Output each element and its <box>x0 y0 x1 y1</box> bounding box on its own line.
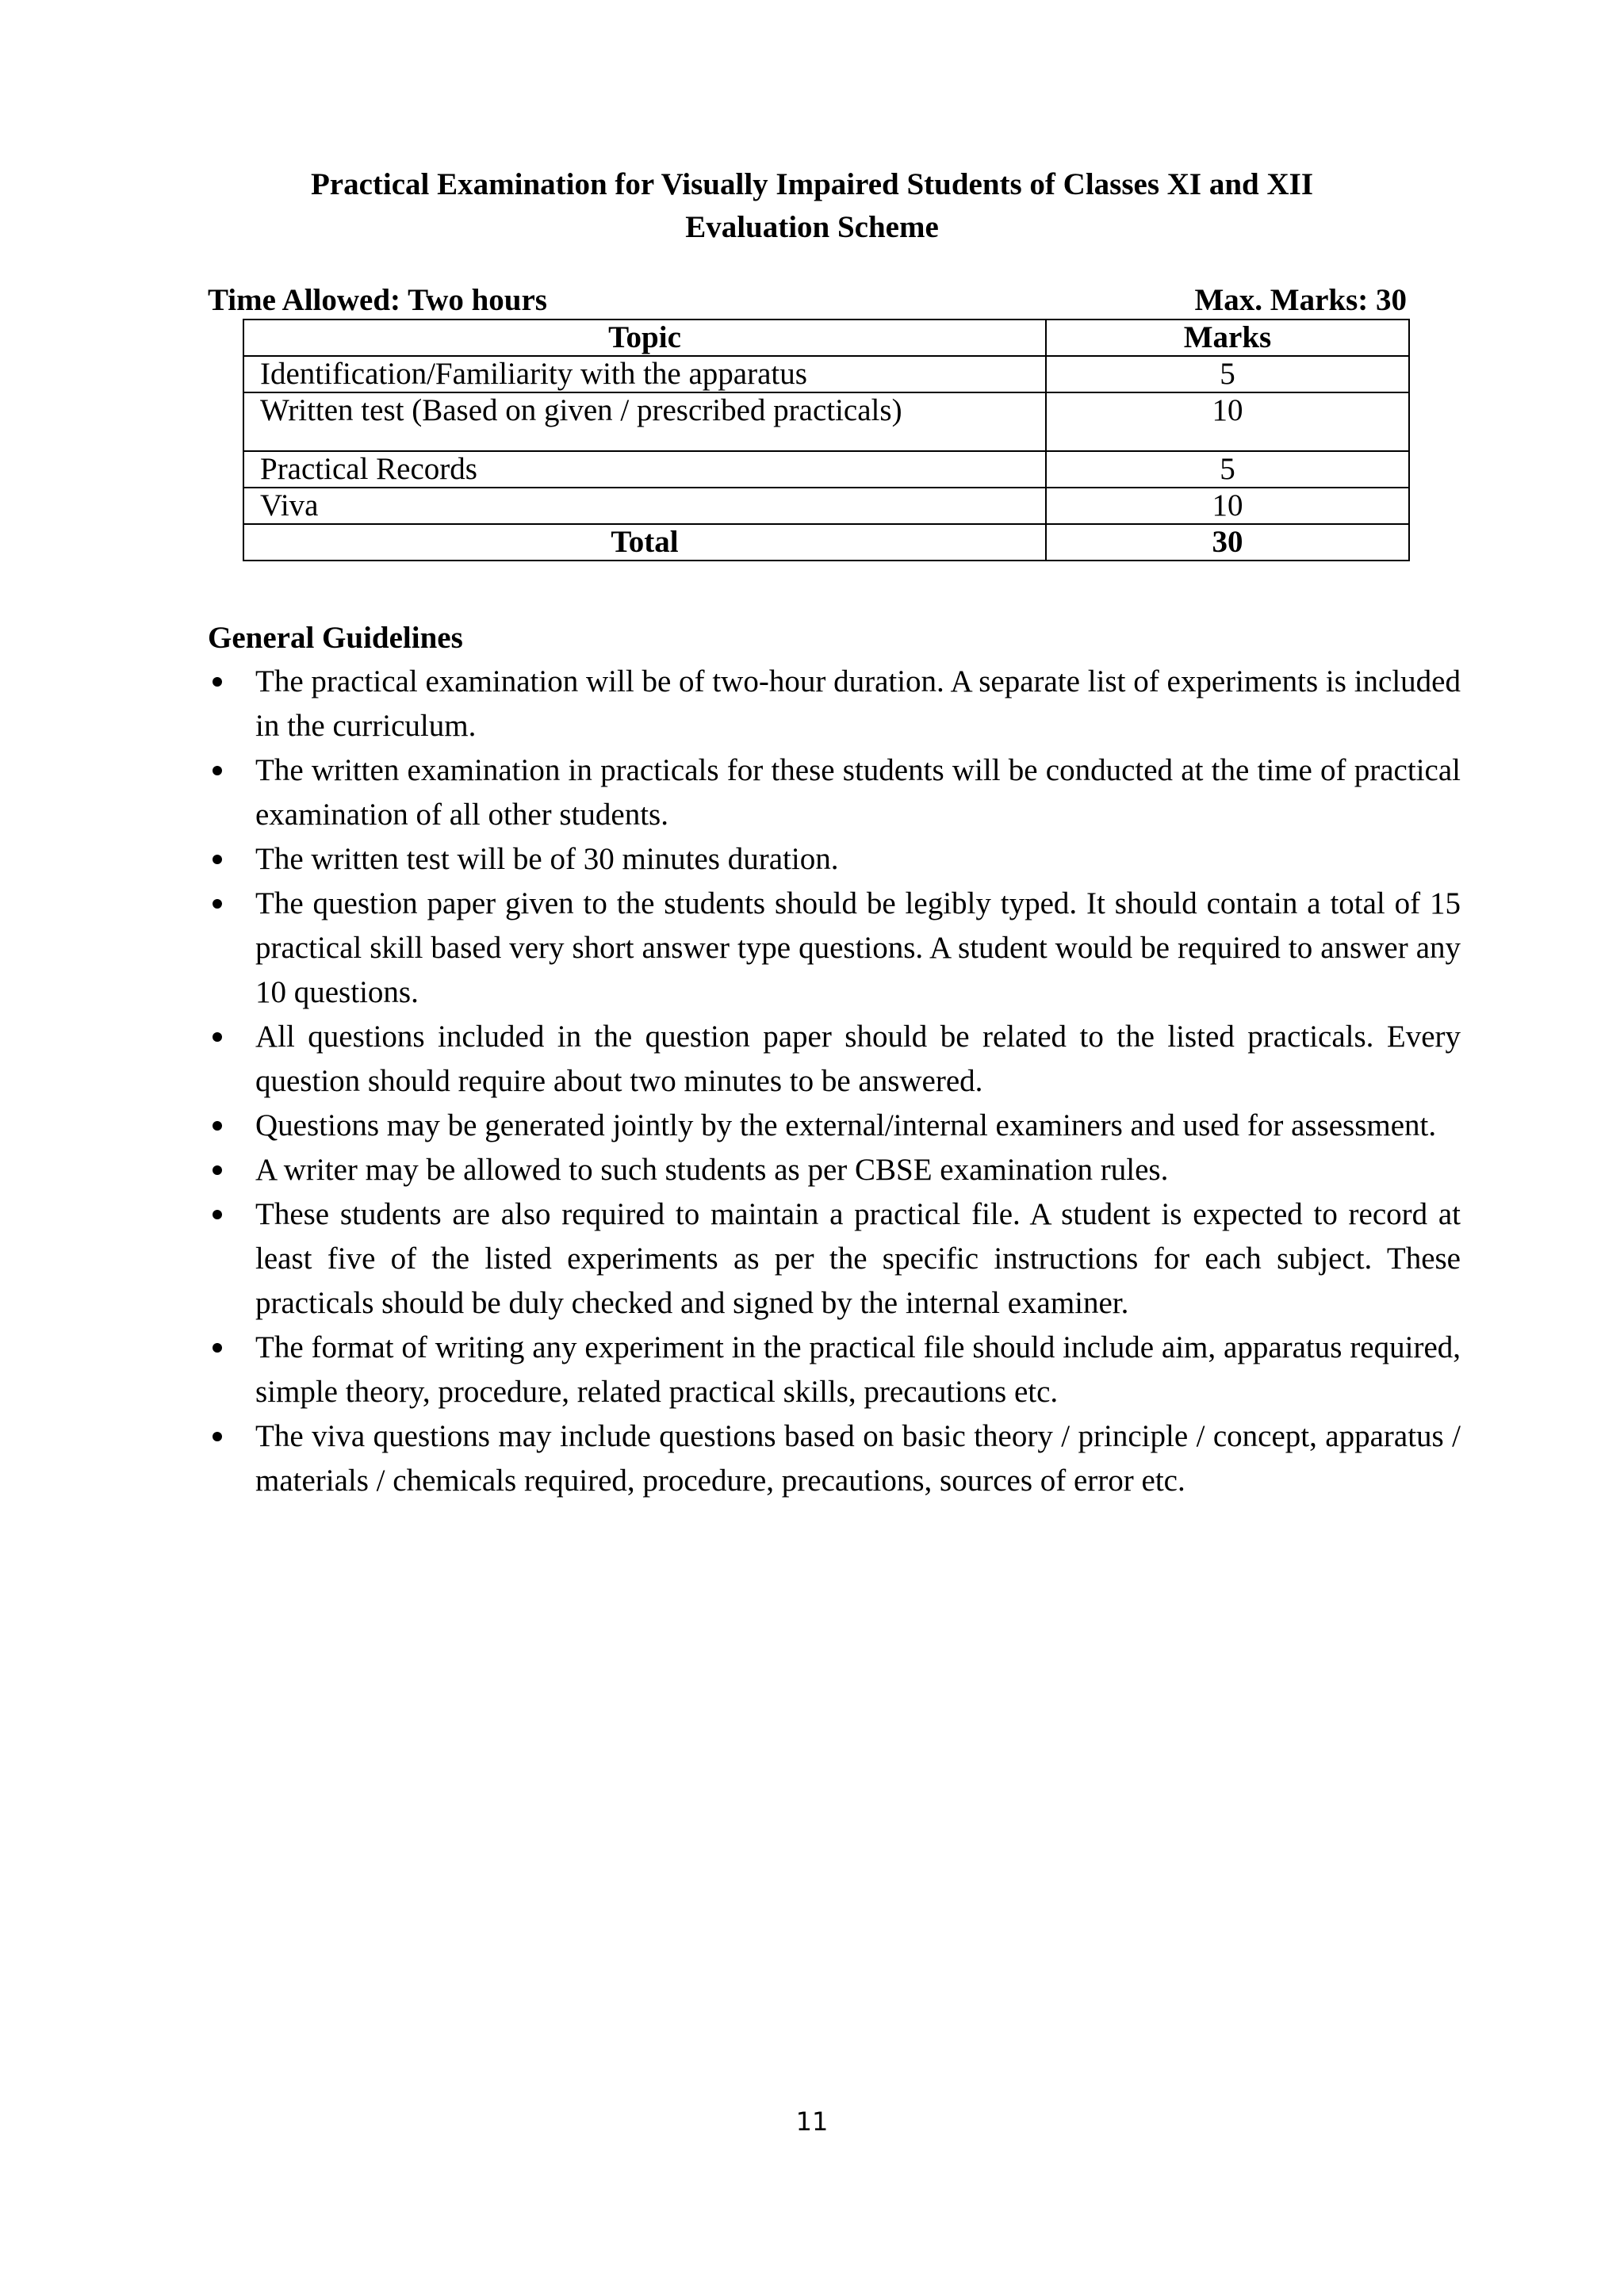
bullet-icon <box>208 1326 227 1370</box>
guideline-text: The written examination in practicals for these students will be conducted at the time of practical examination of all other students. <box>255 753 1461 832</box>
row-topic: Identification/Familiarity with the apparatus <box>243 356 1046 392</box>
bullet-icon <box>208 1015 227 1059</box>
bullet-icon <box>208 1192 227 1237</box>
evaluation-scheme-table <box>243 319 1410 561</box>
table-row <box>243 392 1409 451</box>
page-number: 11 <box>795 2107 829 2137</box>
max-marks: Max. Marks: 30 <box>1194 283 1407 317</box>
table-row <box>243 356 1409 392</box>
row-topic: Written test (Based on given / prescribed practicals) <box>243 392 1046 451</box>
guideline-text: The written test will be of 30 minutes duration. <box>255 842 839 876</box>
guideline-text: All questions included in the question paper should be related to the listed practicals. Every question should require about two minutes to be answered. <box>255 1020 1461 1098</box>
total-marks: 30 <box>1046 524 1409 561</box>
row-topic: Practical Records <box>243 451 1046 488</box>
bullet-icon <box>208 1148 227 1192</box>
table-row <box>243 451 1409 488</box>
bullet-icon <box>208 837 227 882</box>
document-subtitle: Evaluation Scheme <box>685 210 939 244</box>
list-item <box>208 1104 1461 1148</box>
list-item <box>208 837 1461 882</box>
list-item <box>208 660 1461 748</box>
row-marks: 10 <box>1046 392 1409 451</box>
bullet-icon <box>208 1104 227 1148</box>
total-label: Total <box>243 524 1046 561</box>
guideline-text: The question paper given to the students should be legibly typed. It should contain a total of 15 practical skill based very short answer type questions. A student would be required to answer any 10 questions. <box>255 886 1461 1009</box>
guidelines-list <box>208 660 1461 1503</box>
guideline-text: The viva questions may include questions based on basic theory / principle / concept, apparatus / materials / chemicals required, procedure, precautions, sources of error etc. <box>255 1419 1461 1498</box>
list-item <box>208 748 1461 837</box>
guideline-text: A writer may be allowed to such students as per CBSE examination rules. <box>255 1153 1169 1187</box>
guidelines-heading: General Guidelines <box>208 621 463 655</box>
list-item <box>208 1148 1461 1192</box>
row-marks: 10 <box>1046 488 1409 524</box>
list-item <box>208 1015 1461 1104</box>
table-total-row <box>243 524 1409 561</box>
row-topic: Viva <box>243 488 1046 524</box>
table-row <box>243 488 1409 524</box>
guideline-text: The practical examination will be of two-hour duration. A separate list of experiments is included in the curriculum. <box>255 664 1461 743</box>
table-header-row <box>243 320 1409 356</box>
time-allowed: Time Allowed: Two hours <box>208 283 547 317</box>
header-topic: Topic <box>243 320 1046 356</box>
list-item <box>208 1326 1461 1414</box>
header-marks: Marks <box>1046 320 1409 356</box>
bullet-icon <box>208 660 227 704</box>
bullet-icon <box>208 748 227 793</box>
document-title: Practical Examination for Visually Impaired Students of Classes XI and XII <box>310 167 1313 201</box>
guideline-text: The format of writing any experiment in the practical file should include aim, apparatus required, simple theory, procedure, related practical skills, precautions etc. <box>255 1330 1461 1409</box>
row-marks: 5 <box>1046 356 1409 392</box>
list-item <box>208 1192 1461 1326</box>
bullet-icon <box>208 1414 227 1459</box>
list-item <box>208 1414 1461 1503</box>
guideline-text: Questions may be generated jointly by the external/internal examiners and used for assessment. <box>255 1108 1437 1142</box>
guideline-text: These students are also required to maintain a practical file. A student is expected to record at least five of the listed experiments as per the specific instructions for each subject. These practicals should be duly checked and signed by the internal examiner. <box>255 1197 1461 1320</box>
list-item <box>208 882 1461 1015</box>
row-marks: 5 <box>1046 451 1409 488</box>
bullet-icon <box>208 882 227 926</box>
